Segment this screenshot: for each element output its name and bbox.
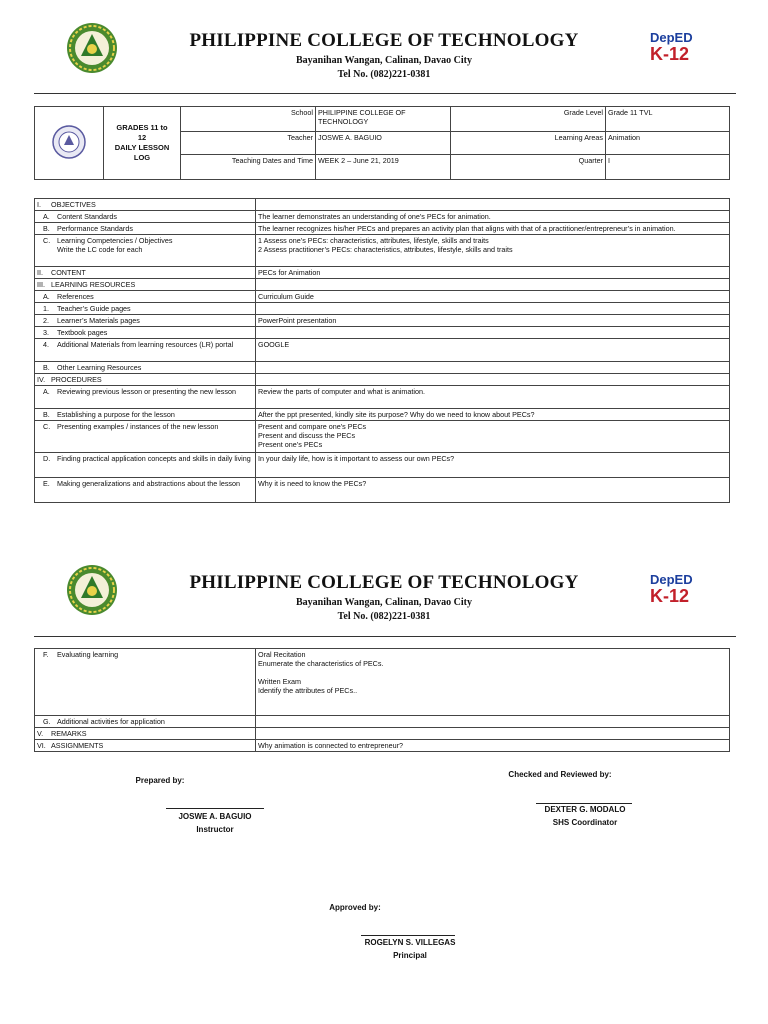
teacher-label: Teacher [181,132,316,155]
row-label: Evaluating learning [57,650,119,659]
table-row [35,649,730,716]
row-label-cell [35,211,256,223]
svg-text:DepED: DepED [650,572,693,587]
college-address: Bayanihan Wangan, Calinan, Davao City [296,55,472,66]
table-row [35,211,730,223]
table-row [35,291,730,303]
row-label: Additional Materials from learning resources (LR) portal [57,340,234,349]
deped-seal-icon [52,125,86,159]
row-value [256,199,730,211]
table-row [35,279,730,291]
row-label: PROCEDURES [51,375,102,384]
table-row [35,386,730,409]
row-label: Other Learning Resources [57,363,142,372]
row-value: Present and compare one’s PECs Present and discuss the PECs Present one’s PECs [256,421,730,453]
row-number: C. [43,422,51,431]
row-number: IV. [37,375,46,384]
dates-label: Teaching Dates and Time [181,155,316,180]
learning-areas-value: Animation [606,132,730,155]
prepared-title: Instructor [196,825,234,834]
table-row [35,409,730,421]
quarter-label: Quarter [451,155,606,180]
row-number: 4. [43,340,49,349]
table-row [35,453,730,478]
row-label-cell [35,421,256,453]
row-value: Oral Recitation Enumerate the characteristics of PECs. Written Exam Identify the attributes of PECs.. [256,649,730,716]
row-label-cell [35,291,256,303]
row-number: B. [43,363,50,372]
row-label: OBJECTIVES [51,200,96,209]
table-row [35,199,730,211]
row-value: Curriculum Guide [256,291,730,303]
row-number: G. [43,717,51,726]
row-label-cell [35,386,256,409]
approved-title: Principal [393,951,427,960]
table-row [35,327,730,339]
svg-text:DepED: DepED [650,30,693,45]
row-value [256,374,730,386]
row-label-cell [35,362,256,374]
dll-text-2: LOG [133,153,151,162]
row-label-cell [35,339,256,362]
table-row [35,267,730,279]
row-value: The learner demonstrates an understanding of one’s PECs for animation. [256,211,730,223]
row-number: C. [43,236,51,245]
row-value [256,716,730,728]
row-label-cell [35,315,256,327]
checked-by-label: Checked and Reviewed by: [508,770,612,779]
row-value: Review the parts of computer and what is animation. [256,386,730,409]
row-value: The learner recognizes his/her PECs and prepares an activity plan that aligns with that of a practitioner/entrepreneur’s in animation. [256,223,730,235]
approved-signature-line [361,935,455,936]
row-label-cell [35,223,256,235]
deped-k12-logo-icon [648,28,710,62]
row-number: III. [37,280,45,289]
grades-text-2: 12 [137,133,147,142]
row-label-cell [35,740,256,752]
checked-name: DEXTER G. MODALO [544,805,626,814]
approved-name: ROGELYN S. VILLEGAS [364,938,456,947]
college-name: PHILIPPINE COLLEGE OF TECHNOLOGY [189,30,579,51]
row-label-cell [35,374,256,386]
deped-seal-cell [35,107,104,180]
row-value: GOOGLE [256,339,730,362]
row-value [256,279,730,291]
teacher-value: JOSWE A. BAGUIO [316,132,451,155]
table-row [35,223,730,235]
row-label-cell [35,453,256,478]
row-label: Finding practical application concepts and skills in daily living [57,454,251,463]
header-divider [34,93,736,94]
row-number: 2. [43,316,49,325]
college-address: Bayanihan Wangan, Calinan, Davao City [296,597,472,608]
grade-level-value: Grade 11 TVL [606,107,730,132]
row-label-cell [35,199,256,211]
table-row [35,740,730,752]
row-label-cell [35,267,256,279]
row-value [256,728,730,740]
row-label-cell [35,279,256,291]
table-row [35,716,730,728]
table-row [35,728,730,740]
row-label: REMARKS [51,729,87,738]
row-label-cell [35,409,256,421]
row-value: PECs for Animation [256,267,730,279]
row-label-cell [35,716,256,728]
row-label: Content Standards [57,212,117,221]
row-label: Textbook pages [57,328,108,337]
row-value: Why it is need to know the PECs? [256,478,730,503]
row-number: F. [43,650,49,659]
school-value: PHILIPPINE COLLEGE OF TECHNOLOGY [316,107,451,132]
lesson-plan-table-continued [34,648,730,752]
row-label-cell [35,478,256,503]
grade-level-label: Grade Level [451,107,606,132]
row-label: Making generalizations and abstractions about the lesson [57,479,240,488]
lesson-info-table [34,106,730,180]
row-number: A. [43,292,50,301]
row-label: Learning Competencies / Objectives Write the LC code for each [57,236,173,254]
row-label: ASSIGNMENTS [51,741,104,750]
row-number: B. [43,224,50,233]
quarter-value: I [606,155,730,180]
page2-header [0,542,768,632]
prepared-name: JOSWE A. BAGUIO [178,812,252,821]
row-value: In your daily life, how is it important to assess our own PECs? [256,453,730,478]
row-value: 1 Assess one’s PECs: characteristics, attributes, lifestyle, skills and traits 2 Assess practitioner’s PECs: characteristics, attributes, lifestyle, skills and traits [256,235,730,267]
table-row [35,315,730,327]
row-label: References [57,292,94,301]
learning-areas-label: Learning Areas [451,132,606,155]
row-number: 3. [43,328,49,337]
row-number: I. [37,200,41,209]
grades-cell [104,107,181,180]
row-number: 1. [43,304,49,313]
row-label-cell [35,728,256,740]
row-label: Additional activities for application [57,717,165,726]
row-label-cell [35,235,256,267]
row-number: A. [43,212,50,221]
school-label: School [181,107,316,132]
checked-title: SHS Coordinator [552,818,618,827]
row-label-cell [35,303,256,315]
lesson-plan-table [34,198,730,503]
table-row [35,374,730,386]
row-label: Performance Standards [57,224,133,233]
row-label-cell [35,649,256,716]
row-value: Why animation is connected to entrepreneur? [256,740,730,752]
row-label: CONTENT [51,268,86,277]
svg-text:K-12: K-12 [650,586,690,604]
grades-text: GRADES 11 to [116,123,168,132]
row-label: Teacher’s Guide pages [57,304,131,313]
table-row [35,362,730,374]
row-label: Establishing a purpose for the lesson [57,410,175,419]
row-number: D. [43,454,51,463]
college-tel: Tel No. (082)221-0381 [337,69,431,80]
row-value: After the ppt presented, kindly site its purpose? Why do we need to know about PECs? [256,409,730,421]
page1-header [0,0,768,90]
checked-signature-line [536,803,632,804]
approved-by-label: Approved by: [329,903,381,912]
table-row [35,478,730,503]
row-number: B. [43,410,50,419]
table-row [35,235,730,267]
table-row [35,421,730,453]
table-row [35,339,730,362]
prepared-signature-line [166,808,264,809]
row-number: E. [43,479,50,488]
row-label: LEARNING RESOURCES [51,280,136,289]
row-value [256,327,730,339]
row-number: II. [37,268,43,277]
header-divider [34,636,736,637]
row-label: Learner’s Materials pages [57,316,140,325]
dates-value: WEEK 2 – June 21, 2019 [316,155,451,180]
row-value [256,362,730,374]
row-number: A. [43,387,50,396]
college-tel: Tel No. (082)221-0381 [337,611,431,622]
row-label-cell [35,327,256,339]
row-number: V. [37,729,44,738]
dll-text: DAILY LESSON [114,143,170,152]
deped-k12-logo-icon [648,570,710,604]
table-row [35,303,730,315]
row-value [256,303,730,315]
row-label: Presenting examples / instances of the new lesson [57,422,219,431]
row-label: Reviewing previous lesson or presenting the new lesson [57,387,236,396]
row-value: PowerPoint presentation [256,315,730,327]
row-number: VI. [37,741,46,750]
college-name: PHILIPPINE COLLEGE OF TECHNOLOGY [189,572,579,593]
svg-text:K-12: K-12 [650,44,690,62]
prepared-by-label: Prepared by: [135,776,185,785]
